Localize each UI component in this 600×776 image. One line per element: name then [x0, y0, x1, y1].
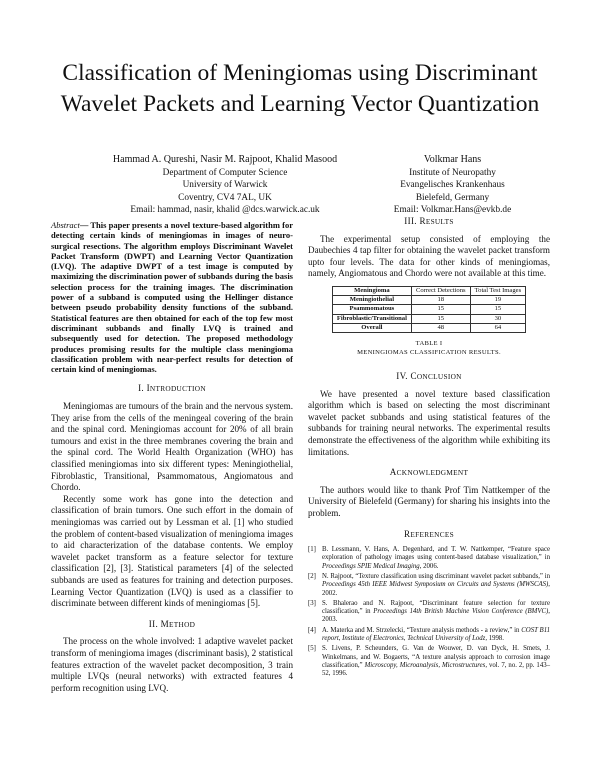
reference-list	[308, 546, 550, 678]
table-row	[332, 296, 525, 305]
table-header-cell: Meningioma	[332, 286, 411, 295]
table-label: TABLE I	[415, 339, 443, 347]
table-cell: 30	[470, 314, 526, 323]
section-introduction-heading: I. INTRODUCTION	[138, 383, 206, 394]
table-row	[332, 305, 525, 314]
table-caption-text: MENINGIOMAS CLASSIFICATION RESULTS.	[357, 348, 501, 356]
left-column	[51, 220, 293, 694]
table-cell: 64	[470, 323, 526, 332]
right-column	[308, 216, 550, 681]
reference-item: [2] N. Rajpoot, “Texture classification using discriminant wavelet packet subbands,” in Proceedings 45th IEEE Midwest Symposium on Circuits and Systems (MWSCAS), 2002.	[308, 573, 550, 597]
abstract-label: Abstract	[51, 220, 80, 230]
paper-title	[30, 58, 570, 120]
acknowledgment-heading: ACKNOWLEDGMENT	[389, 467, 469, 478]
table-cell: Overall	[332, 323, 411, 332]
section-method-heading: II. METHOD	[148, 618, 196, 629]
title-line-1: Classification of Meningiomas using Discriminant	[62, 60, 538, 86]
table-row	[332, 323, 525, 332]
intro-paragraph-2: Recently some work has gone into the detection and classification of brain tumors. One such effort in the domain of meningiomas was carried out by Lessman et al. [1] who studied the problem of content-based visualization of meningioma images to aid characterization of the database contents. We employ wavelet packet transform as a feature selector for texture classification [2], [3]. Statistical parameters [4] of the selected subbands are used as features for training and detection purposes. Learning Vector Quantization (LVQ) is used as a classifier to discriminate between different kinds of meningiomas [5].	[51, 493, 293, 609]
table-cell: 15	[411, 314, 470, 323]
section-results-heading: III. RESULTS	[404, 216, 454, 226]
title-line-2: Wavelet Packets and Learning Vector Quantization	[60, 91, 540, 117]
table-cell: 15	[411, 305, 470, 314]
table-row	[332, 314, 525, 323]
conclusion-paragraph-1: We have presented a novel texture based classification algorithm which is based on selecting the most discriminant wavelet packet subbands and using statistical features of the subbands for training neural networks. The experimental results demonstrate the effectiveness of the algorithm while exhibiting its limitations.	[308, 388, 550, 457]
table-cell: 18	[411, 296, 470, 305]
results-table	[332, 286, 526, 333]
references-heading: REFERENCES	[403, 528, 455, 539]
right-author-email: Email: Volkmar.Hans@evkb.de	[393, 205, 512, 216]
right-author-hosp: Evangelisches Krankenhaus	[400, 180, 505, 191]
table-cell: 15	[470, 305, 526, 314]
intro-paragraph-1: Meningiomas are tumours of the brain and the nervous system. They arise from the cells of the meningeal covering of the brain and the spinal cord. Meningiomas account for 20% of all brain tumours and exist in the three membranes covering the brain and the spinal cord. The World Health Organization (WHO) has classified meningiomas into six different types: Meningiothelial, Fibroblastic, Transitional, Psammomatous, Angiomatous and Chordo.	[51, 401, 293, 493]
reference-item: [3] S. Bhalerao and N. Rajpoot, “Discriminant feature selection for texture classification,” in Proceedings 14th British Machine Vision Conference (BMVC), 2003.	[308, 599, 550, 624]
abstract-text: — This paper presents a novel texture-based algorithm for detecting certain kinds of meningiomas in images of neuro-surgical resections. The algorithm employs Discriminant Wavelet Packet Transform (DWPT) and Learning Vector Quantization (LVQ). The adaptive DWPT of a test image is computed by maximizing the discrimination power of subbands during the basis selection process for the training images. The discrimination power of a subband is computed using the Hellinger distance between pseudo probability density functions of the subband. Statistical features are then obtained for each of the top few most discriminant subbands and finally LVQ is trained and subsequently used for detection. The proposed methodology produces promising results for the multiple class meningioma classification problem with near-perfect results for detection of certain kind of meningiomas.	[51, 220, 293, 375]
table-cell: Meningiothelial	[332, 296, 411, 305]
section-conclusion-heading: IV. CONCLUSION	[396, 370, 462, 381]
right-author-city: Bielefeld, Germany	[415, 192, 490, 203]
table-cell: Fibroblastic/Transitional	[332, 314, 411, 323]
reference-item: [5] S. Livens, P. Scheunders, G. Van de Wouwer, D. van Dyck, H. Smets, J. Winkelmans, and W. Bogaerts, “A texture analysis approach to corrosion image classification,” Microscopy, Microanalysis, Microstructures, vol. 7, no. 2, pp. 143–52, 1996.	[308, 645, 551, 678]
left-author-email: Email: hammad, nasir, khalid @dcs.warwick.ac.uk	[130, 205, 320, 216]
table-cell: 48	[411, 323, 470, 332]
abstract	[51, 220, 293, 374]
table-header-cell: Total Test Images	[470, 286, 526, 295]
reference-item: [4] A. Materka and M. Strzelecki, “Texture analysis methods - a review,” in COST B11 report, Institute of Electronics, Technical University of Lodz, 1998.	[308, 626, 550, 643]
left-author-block	[110, 154, 340, 217]
method-paragraph-1: The process on the whole involved: 1 adaptive wavelet packet transform of meningioma images (discriminant basis), 2 statistical features extraction of the wavelet packet decomposition, 3 train multiple LVQs (neural networks) with extracted features 4 perform recognition using LVQ.	[51, 636, 293, 693]
results-paragraph-1: The experimental setup consisted of employing the Daubechies 4 tap filter for obtaining the wavelet packet transform upto four levels. The data for other kinds of meningiomas, namely, Angiomatous and Chordo were not available at this time.	[308, 233, 550, 279]
left-author-dept: Department of Computer Science	[162, 167, 288, 178]
table-header-cell: Correct Detections	[411, 286, 470, 295]
table-caption	[308, 339, 550, 357]
right-author-names: Volkmar Hans	[423, 154, 482, 165]
reference-item: [1] B. Lessmann, V. Hans, A. Degenhard, and T. W. Nattkemper, “Feature space exploration of pathology images using content-based database visualization,” in Proceedings SPIE Medical Imaging, 2006.	[308, 546, 550, 570]
acknowledgment-paragraph: The authors would like to thank Prof Tim Nattkemper of the University of Bielefeld (Germany) for sharing his insights into the problem.	[308, 484, 550, 518]
table-cell: Psammomatous	[332, 305, 411, 314]
left-author-names: Hammad A. Qureshi, Nasir M. Rajpoot, Khalid Masood	[112, 154, 338, 165]
left-author-univ: University of Warwick	[182, 180, 268, 191]
table-cell: 19	[470, 296, 526, 305]
right-author-block	[365, 154, 540, 217]
right-author-dept: Institute of Neuropathy	[409, 167, 496, 178]
left-author-city: Coventry, CV4 7AL, UK	[178, 192, 272, 203]
table-header-row	[332, 286, 525, 295]
